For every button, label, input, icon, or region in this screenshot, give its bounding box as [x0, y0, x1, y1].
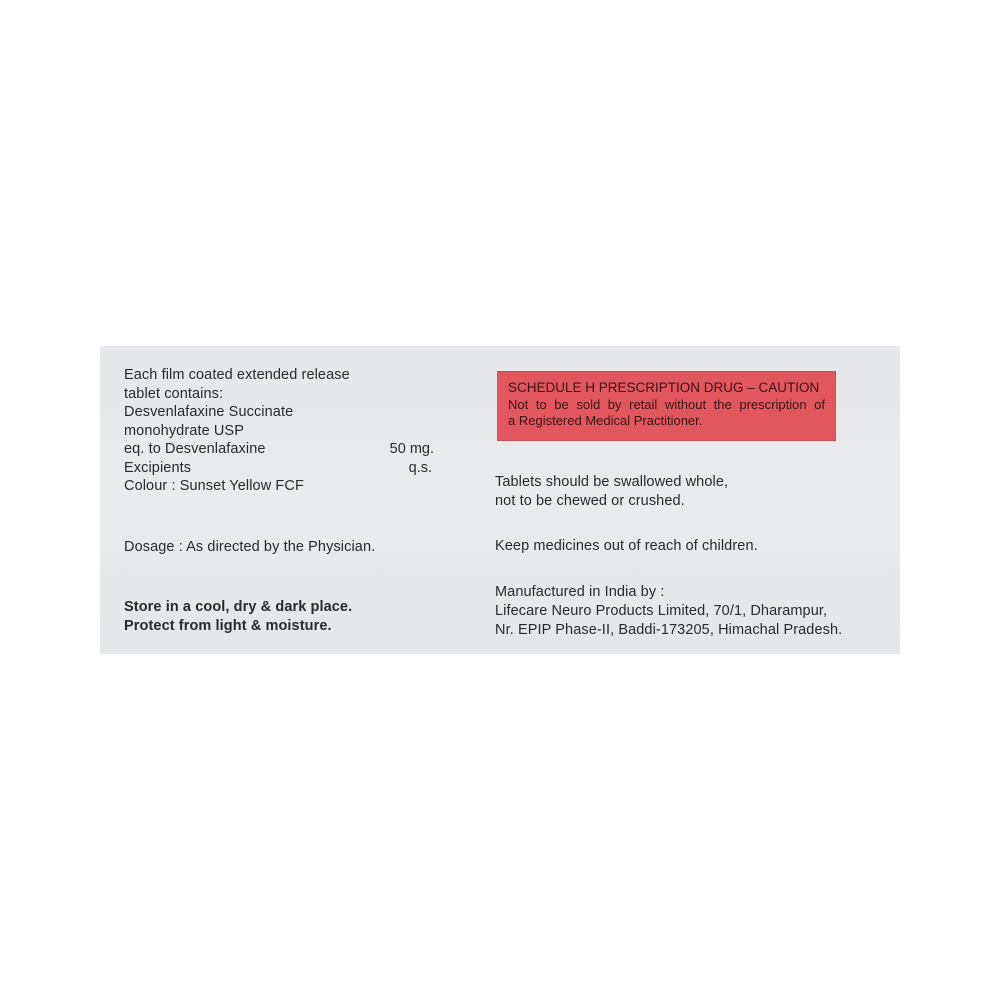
swallow-note-line-1: Tablets should be swallowed whole,	[495, 474, 729, 490]
composition-line: Colour : Sunset Yellow FCF	[124, 478, 304, 494]
excipients-qty: q.s.	[408, 459, 432, 476]
label-panel	[100, 346, 900, 654]
composition-line: Desvenlafaxine Succinate	[124, 404, 294, 420]
storage-line-1: Store in a cool, dry & dark place.	[124, 599, 353, 615]
manufacturer-line-3: Nr. EPIP Phase-II, Baddi-173205, Himachal Pradesh.	[495, 622, 843, 638]
children-warning: Keep medicines out of reach of children.	[495, 538, 758, 554]
manufacturer-line-2: Lifecare Neuro Products Limited, 70/1, Dharampur,	[495, 603, 828, 619]
schedule-h-warning-box	[497, 371, 836, 441]
swallow-note-line-2: not to be chewed or crushed.	[495, 492, 685, 509]
composition-line: monohydrate USP	[124, 422, 244, 439]
composition-line: Excipients	[124, 459, 192, 476]
storage-line-2: Protect from light & moisture.	[124, 618, 332, 634]
dosage-text: Dosage : As directed by the Physician.	[124, 539, 376, 555]
composition-line: eq. to Desvenlafaxine	[124, 441, 266, 457]
warning-heading: SCHEDULE H PRESCRIPTION DRUG – CAUTION	[508, 380, 820, 395]
composition-line: tablet contains:	[124, 385, 224, 402]
manufacturer-line-1: Manufactured in India by :	[495, 584, 665, 600]
warning-line-1: Not to be sold by retail without the prescription of	[508, 396, 825, 412]
warning-line-2: a Registered Medical Practitioner.	[508, 413, 703, 428]
strength-value: 50 mg.	[389, 441, 434, 457]
composition-line: Each film coated extended release	[124, 367, 350, 383]
